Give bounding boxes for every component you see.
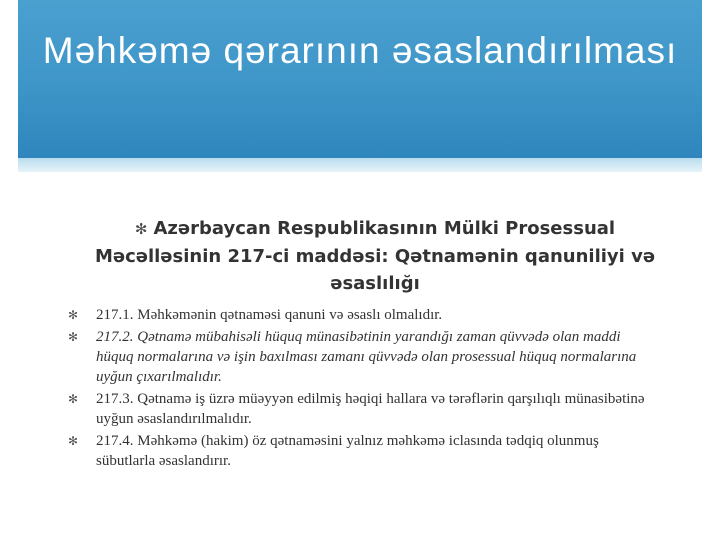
asterisk-bullet-icon: ✻ (68, 308, 79, 322)
slide-title: Məhkəmə qərarının əsaslandırılması (42, 30, 678, 71)
list-item-text: 217.1. Məhkəmənin qətnaməsi qanuni və əsaslı olmalıdır. (96, 307, 443, 323)
list-item-text: 217.3. Qətnamə iş üzrə müəyyən edilmiş həqiqi hallara və tərəflərin qarşılıqlı münasibətinə uyğun əsaslandırılmalıdır. (96, 391, 645, 427)
list-item (68, 431, 658, 471)
heading-text: Azərbaycan Respublikasının Mülki Prosessual Məcəlləsinin 217-ci maddəsi: Qətnamənin qanuniliyi və əsaslılığı (94, 218, 656, 294)
list-item (68, 305, 658, 325)
list-item-text: 217.2. Qətnamə mübahisəli hüquq münasibətinin yarandığı zaman qüvvədə olan maddi hüquq normalarına və işin baxılması zamanı qüvvədə olan prosessual hüquq normalarına uyğun çıxarılmalıdır. (96, 329, 637, 385)
asterisk-bullet-icon: ✻ (68, 330, 79, 344)
list-item (68, 389, 658, 429)
asterisk-bullet-icon: ✻ (134, 220, 148, 238)
asterisk-bullet-icon: ✻ (68, 392, 79, 406)
banner-shadow (18, 158, 702, 172)
list-item (68, 327, 658, 387)
section-heading (90, 215, 660, 297)
list-item-text: 217.4. Məhkəmə (hakim) öz qətnaməsini yalnız məhkəmə iclasında tədqiq olunmuş sübutlarla əsaslandırır. (96, 433, 599, 469)
asterisk-bullet-icon: ✻ (68, 434, 79, 448)
title-banner (18, 0, 702, 158)
article-list (68, 305, 658, 473)
